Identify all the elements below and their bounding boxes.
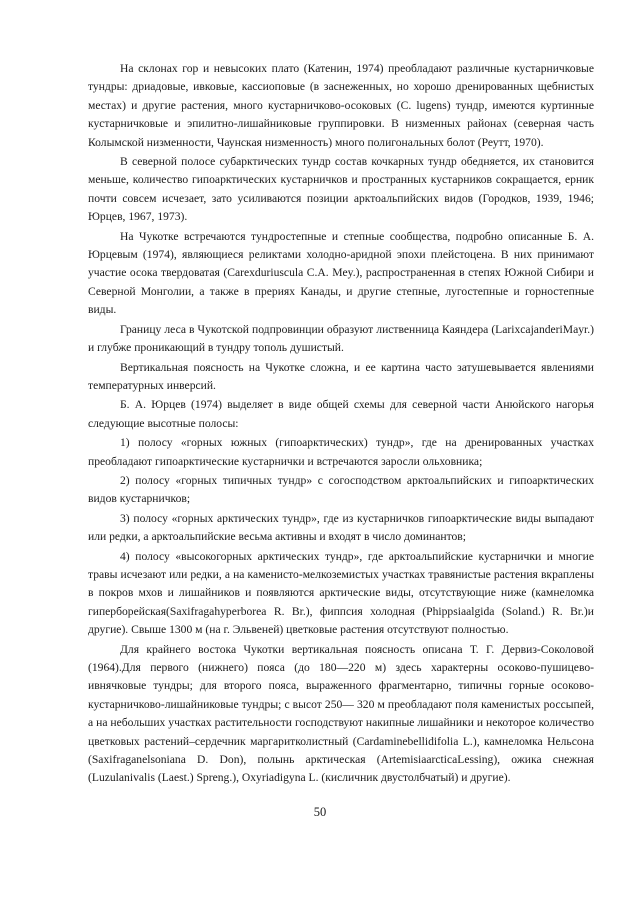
list-item-3: 3) полосу «горных арктических тундр», где из кустарничков гипоарктические виды выпадают или редки, а арктоальпийские весьма активны и входят в число доминантов; xyxy=(88,511,594,544)
list-item-2: 2) полосу «горных типичных тундр» с согосподством арктоальпийских и гипоарктических видов кустарничков; xyxy=(88,473,594,506)
paragraph-2: В северной полосе субарктических тундр состав кочкарных тундр обедняется, их становится меньше, количество гипоарктических кустарничков и пространных кустарников сокращается, ерник почти совсем исчезает, зато усиливаются позиции арктоальпийских видов (Городков, 1939, 1946; Юрцев, 1967, 1973). xyxy=(88,155,594,224)
page-number: 50 xyxy=(313,805,327,819)
list-item-4: 4) полосу «высокогорных арктических тундр», где арктоальпийские кустарнички и многие травы исчезают или редки, а на каменисто-мелкоземистых участках травянистые растения вкраплены в покров мхов и лишайников и появляются арктические виды, отсутствующие ниже (камнеломка гиперборейская(Saxifragahyperborea R. Br.), фиппсия холодная (Phippsiaalgida (Soland.) R. Br.)и другие). Свыше 1300 м (на г. Эльвеней) цветковые растения отсутствуют полностью. xyxy=(88,549,594,637)
paragraph-6: Б. А. Юрцев (1974) выделяет в виде общей схемы для северной части Анюйского нагорья следующие высотные полосы: xyxy=(88,398,594,430)
paragraph-4: Границу леса в Чукотской подпровинции образуют лиственница Каяндера (LarixcajanderiMayr.) и глубже проникающий в тундру тополь душистый. xyxy=(88,322,594,355)
paragraph-3: На Чукотке встречаются тундростепные и степные сообщества, подробно описанные Б. А. Юрцевым (1974), являющиеся реликтами холодно-аридной эпохи плейстоцена. В них принимают участие осока твердоватая (Carexduriuscula С.А. Mey.), распространенная в степях Южной Сибири и Северной Монголии, а также в прериях Канады, и другие степные, лугостепные и горностепные виды. xyxy=(88,229,594,317)
page-body xyxy=(88,60,594,788)
paragraph-7: Для крайнего востока Чукотки вертикальная поясность описана Т. Г. Дервиз-Соколовой (1964).Для первого (нижнего) пояса (до 180—220 м) здесь характерны осоково-пушицево-ивнячковые тундры; для второго пояса, выраженного фрагментарно, типичны горные осоково-кустарничково-лишайниковые тундры; с высот 250— 320 м преобладают поля каменистых россыпей, а на небольших участках растительности господствуют накипные лишайники и некоторое количество цветковых растений–сердечник маргаритколистный (Cardaminebellidifolia L.), камнеломка Нельсона (Saxifraganelsoniana D. Don), полынь арктическая (ArtemisiaarcticaLessing), ожика снежная (Luzulanivalis (Laest.) Spreng.), Oxyriadigyna L. (кисличник двустолбчатый) и другие). xyxy=(88,642,594,785)
list-item-1: 1) полосу «горных южных (гипоарктических) тундр», где на дренированных участках преобладают гипоарктические кустарнички и встречаются заросли ольховника; xyxy=(88,436,594,468)
paragraph-5: Вертикальная поясность на Чукотке сложна, и ее картина часто затушевывается явлениями температурных инверсий. xyxy=(88,360,594,392)
paragraph-1: На склонах гор и невысоких плато (Катенин, 1974) преобладают различные кустарничковые тундры: дриадовые, ивковые, кассиоповые (в заснеженных, но хорошо дренированных щебнистых местах) и другие растения, много кустарничково-осоковых (C. lugens) тундр, имеются куртинные кустарничковые и эпилитно-лишайниковые группировки. В низменных районах (северная часть Колымской низменности, Чаунская низменность) много полигональных болот (Реутт, 1970). xyxy=(88,62,594,149)
